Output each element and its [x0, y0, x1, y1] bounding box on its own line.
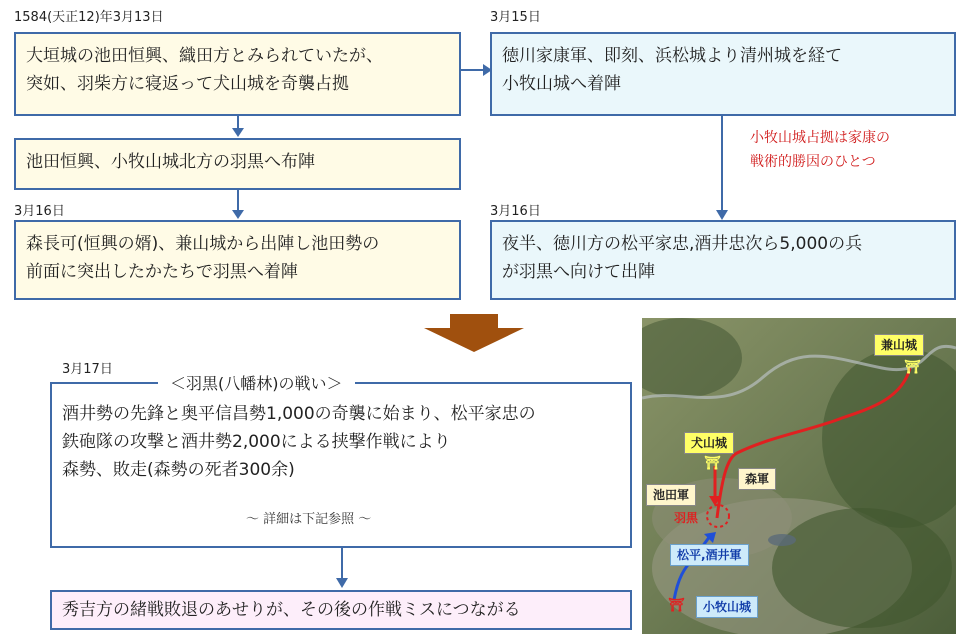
note-line: 小牧山城占拠は家康の [750, 130, 890, 146]
conclusion-text: 秀吉方の緒戦敗退のあせりが、その後の作戦ミスにつながる [62, 600, 521, 620]
note-komaki-tactical [750, 126, 890, 174]
event-box-ieyasu-komaki [490, 32, 956, 116]
event-text-line: 突如、羽柴方に寝返って犬山城を奇襲占拠 [26, 74, 349, 94]
battle-map [642, 318, 956, 634]
castle-icon-komaki: ⛩ [668, 598, 685, 613]
date-mar16-right: 3月16日 [490, 204, 541, 219]
battle-title: ＜羽黒(八幡林)の戦い＞ [158, 371, 355, 394]
note-line: 戦術的勝因のひとつ [750, 154, 876, 170]
event-text-line: 小牧山城へ着陣 [502, 74, 621, 94]
date-mar16-left: 3月16日 [14, 204, 65, 219]
flow-arrow-down-1 [230, 116, 246, 138]
battle-text-line: 酒井勢の先鋒と奥平信昌勢1,000の奇襲に始まり、松平家忠の [62, 404, 536, 424]
flow-arrow-down-right [714, 116, 730, 222]
castle-icon-kaneyama: ⛩ [904, 360, 921, 375]
conclusion-box [50, 590, 632, 630]
map-label-haguro: 羽黒 [674, 511, 699, 525]
event-text-line: 池田恒興、小牧山城北方の羽黒へ布陣 [26, 152, 315, 172]
flow-arrow-right [461, 60, 493, 80]
castle-icon-inuyama: ⛩ [704, 456, 721, 471]
event-box-mori-arrival [14, 220, 461, 300]
event-box-tokugawa-sortie [490, 220, 956, 300]
map-label-kaneyama: 兼山城 [874, 334, 924, 356]
event-box-ikeda-haguro [14, 138, 461, 190]
date-mar15: 3月15日 [490, 10, 541, 25]
map-label-matsudaira: 松平,酒井軍 [670, 544, 749, 566]
map-label-komaki: 小牧山城 [696, 596, 758, 618]
event-box-ikeda-betrayal [14, 32, 461, 116]
event-text-line: 前面に突出したかたちで羽黒へ着陣 [26, 262, 298, 282]
battle-text-line: 鉄砲隊の攻撃と酒井勢2,000による挟撃作戦により [62, 432, 451, 452]
event-text-line: 夜半、徳川方の松平家忠,酒井忠次ら5,000の兵 [502, 234, 863, 254]
map-label-mori: 森軍 [738, 468, 776, 490]
event-text-line: 大垣城の池田恒興、織田方とみられていたが、 [26, 46, 383, 66]
battle-text-line: 森勢、敗走(森勢の死者300余) [62, 460, 295, 480]
event-text-line: 森長可(恒興の婿)、兼山城から出陣し池田勢の [26, 234, 380, 254]
big-down-arrow [424, 314, 524, 354]
map-label-inuyama: 犬山城 [684, 432, 734, 454]
date-mar17: 3月17日 [62, 362, 113, 377]
flow-arrow-down-3 [334, 548, 350, 590]
date-1584-mar13: 1584(天正12)年3月13日 [14, 10, 164, 25]
map-label-ikeda: 池田軍 [646, 484, 696, 506]
battle-detail-note: ～ 詳細は下記参照 ～ [246, 512, 372, 527]
event-text-line: が羽黒へ向けて出陣 [502, 262, 655, 282]
flow-arrow-down-2 [230, 190, 246, 220]
event-text-line: 徳川家康軍、即刻、浜松城より清州城を経て [502, 46, 842, 66]
